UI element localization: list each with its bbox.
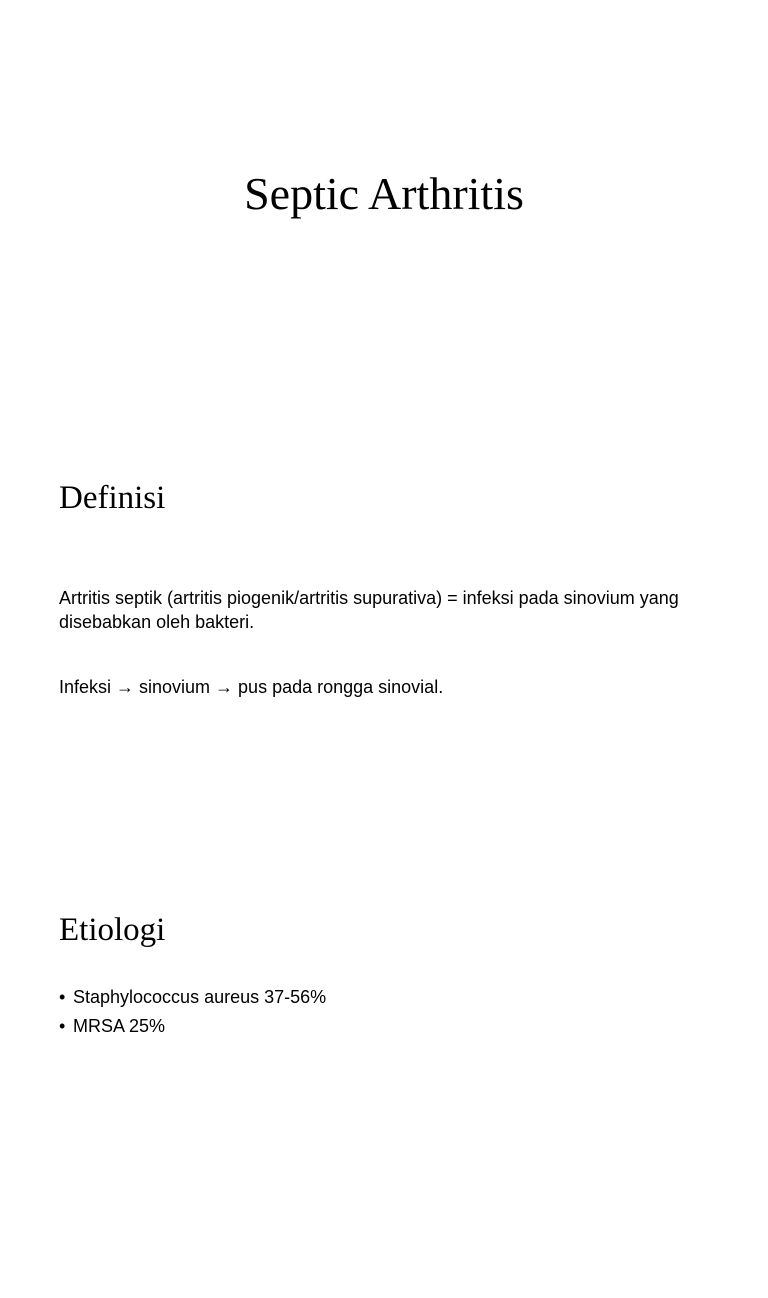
presentation-title: Septic Arthritis [244,168,524,219]
list-item-text: Staphylococcus aureus 37-56% [73,987,327,1007]
list-item [59,983,326,1012]
definition-heading: Definisi [59,480,166,516]
bullet-icon: • [59,987,66,1007]
pathway-paragraph [59,675,709,699]
pathway-text: Infeksi → sinovium → pus pada rongga sinovial. [59,677,444,697]
etiology-heading: Etiologi [59,912,166,948]
title-slide [0,0,768,432]
definition-slide [0,433,768,865]
list-item [59,1012,326,1041]
etiology-slide [0,866,768,1298]
etiology-list [59,983,326,1041]
list-item-text: MRSA 25% [73,1016,166,1036]
definition-paragraph [59,586,709,634]
bullet-icon: • [59,1016,66,1036]
definition-text: Artritis septik (artritis piogenik/artritis supurativa) = infeksi pada sinovium yang disebabkan oleh bakteri. [59,588,679,632]
